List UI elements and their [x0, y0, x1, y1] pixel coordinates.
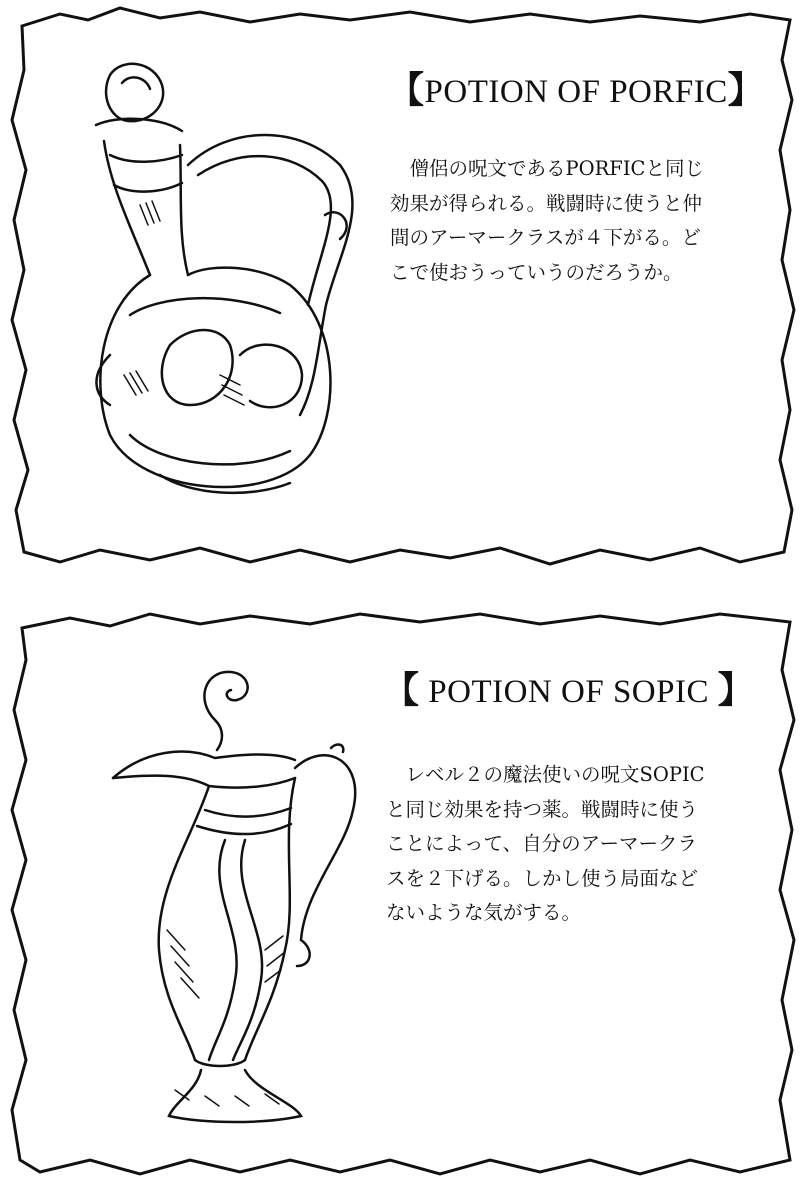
item-card-porfic — [0, 0, 800, 575]
description-line: レベル２の魔法使いの呪文SOPIC — [386, 763, 705, 786]
bracket-open: 【 — [383, 670, 420, 710]
item-title-text: POTION OF PORFIC — [424, 74, 728, 110]
item-description — [390, 152, 704, 290]
description-line: ないような気がする。 — [386, 901, 582, 924]
description-line: と同じ効果を持つ薬。戦闘時に使う — [386, 797, 699, 821]
description-line: スを２下げる。しかし使う局面など — [386, 866, 699, 890]
bracket-open: 【 — [388, 70, 425, 110]
description-line: 効果が得られる。戦闘時に使うと仲 — [390, 191, 703, 215]
slender-pitcher-icon — [105, 650, 365, 1125]
item-title — [388, 62, 764, 113]
item-card-sopic — [0, 600, 800, 1181]
description-line: 僧侶の呪文であるPORFICと同じ — [390, 157, 704, 180]
ornate-ewer-icon — [70, 55, 370, 510]
description-line: こで使おうっていうのだろうか。 — [390, 260, 683, 284]
description-line: ことによって、自分のアーマークラ — [386, 832, 698, 855]
bracket-close: 】 — [727, 70, 765, 110]
item-title-text: POTION OF SOPIC — [419, 674, 718, 710]
description-line: 間のアーマークラスが４下がる。ど — [390, 226, 701, 249]
item-title — [383, 662, 754, 713]
bracket-close: 】 — [717, 670, 755, 710]
item-description — [386, 758, 705, 931]
